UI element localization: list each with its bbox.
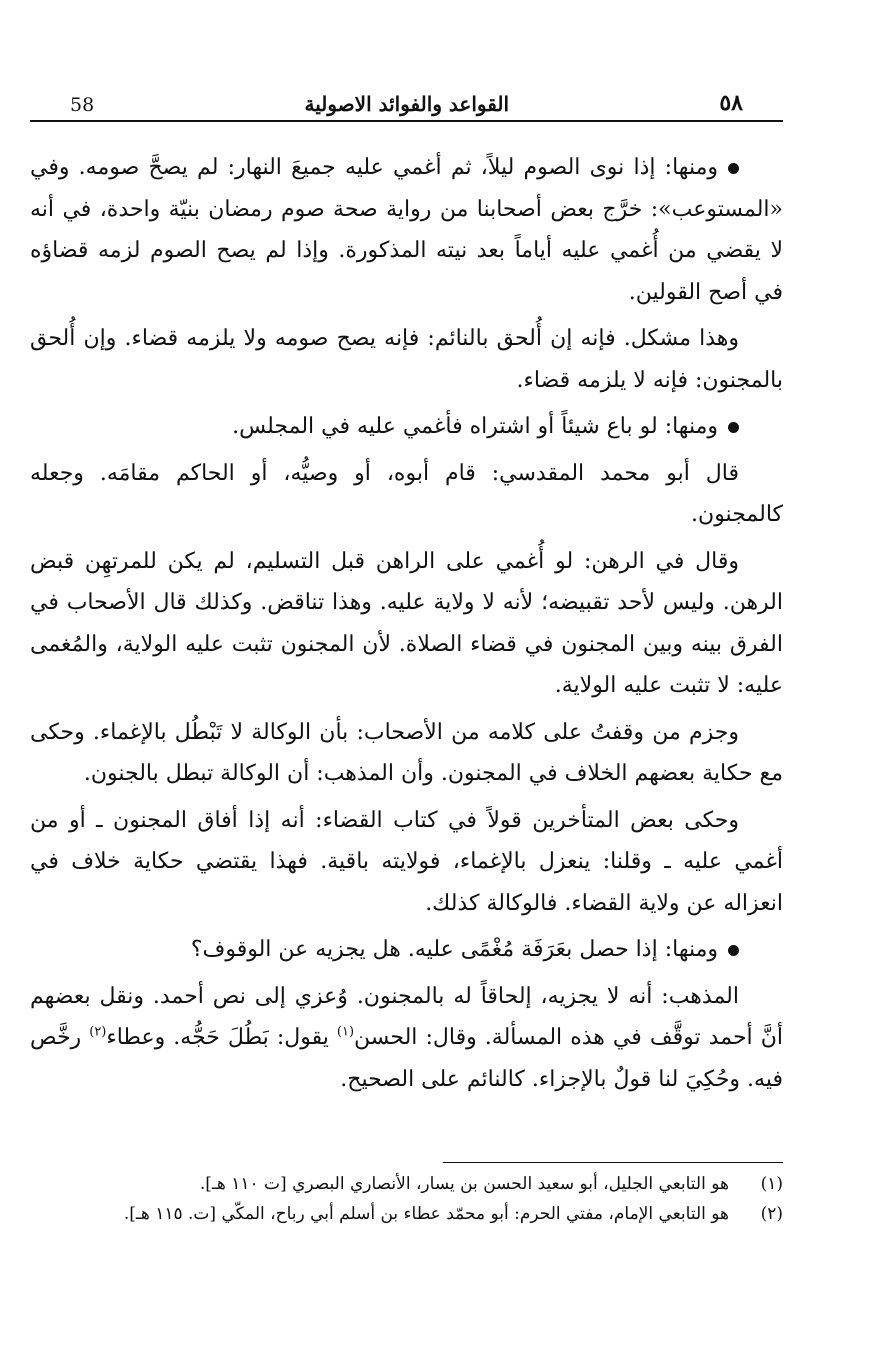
bullet-icon [728,163,739,174]
page-number-arabic: ٥٨ [719,90,743,116]
page-number-latin: 58 [70,94,95,116]
footnote-label: (١) [760,1174,783,1194]
footnote-text: هو التابعي الجليل، أبو سعيد الحسن بن يسار، الأنصاري البصري [ت ١١٠ هـ]. [199,1174,729,1194]
paragraph: ومنها: لو باع شيئاً أو اشتراه فأغمي عليه في المجلس. [30,406,783,448]
paragraph: وحكى بعض المتأخرين قولاً في كتاب القضاء: أنه إذا أفاق المجنون ـ أو من أغمي عليه ـ وقلنا: ينعزل بالإغماء، فولايته باقية. فهذا يقتضي حكاية خلاف في انعزاله عن ولاية القضاء. فالوكالة كذلك. [30,807,783,916]
paragraph: المذهب: أنه لا يجزيه، إلحاقاً له بالمجنون. وُعزي إلى نص أحمد. ونقل بعضهم أنَّ أحمد توقَّف في هذه المسألة. وقال: الحسن$^{(١)}$ يقول: بَطُلَ حَجُّه. وعطاء$^{(٢)}$ رخَّص فيه. وحُكِيَ لنا قولٌ بالإجزاء. كالنائم على الصحيح. [30,983,783,1092]
paragraph: ومنها: إذا نوى الصوم ليلاً، ثم أغمي عليه جميعَ النهار: لم يصحَّ صومه. وفي «المستوعب»: خرَّج بعض أصحابنا من رواية صحة صوم رمضان بنيّة واحدة، في أنه لا يقضي من أُغمي عليه أياماً بعد نيته المذكورة. وإذا لم يصح الصوم لزمه قضاؤه في أصح القولين. [30,155,783,305]
footnotes [30,1162,783,1229]
body-text [30,147,783,1100]
footnote-divider [443,1162,783,1163]
footnote-ref[interactable]: (٢) [89,1024,107,1040]
paragraph: وهذا مشكل. فإنه إن أُلحق بالنائم: فإنه يصح صومه ولا يلزمه قضاء. وإن أُلحق بالمجنون: فإنه لا يلزمه قضاء. [30,326,783,393]
bullet-icon [728,422,739,433]
paragraph: وجزم من وقفتُ على كلامه من الأصحاب: بأن الوكالة لا تَبْطُل بالإغماء. وحكى مع حكاية بعضهم الخلاف في المجنون. وأن المذهب: أن الوكالة تبطل بالجنون. [30,719,783,786]
paragraph: وقال في الرهن: لو أُغمي على الراهن قبل التسليم، لم يكن للمرتهِن قبض الرهن. وليس لأحد تقبيضه؛ لأنه لا ولاية عليه. وهذا تناقض. وكذلك قال الأصحاب في الفرق بينه وبين المجنون في قضاء الصلاة. لأن المجنون تثبت عليه الولاية، والمُغمى عليه: لا تثبت عليه الولاية. [30,548,783,698]
footnote-label: (٢) [760,1204,783,1224]
paragraph: ومنها: إذا حصل بعَرَفَة مُغْمًى عليه. هل يجزيه عن الوقوف؟ [30,929,783,971]
running-title: القواعد والفوائد الاصولية [304,92,510,116]
paragraph: قال أبو محمد المقدسي: قام أبوه، أو وصيُّه، أو الحاكم مقامَه. وجعله كالمجنون. [30,460,783,527]
footnote-ref[interactable]: (١) [336,1024,355,1040]
footnote [30,1199,783,1229]
bullet-icon [728,945,739,956]
footnote [30,1169,783,1199]
footnote-text: هو التابعي الإمام، مفتي الحرم: أبو محمّد عطاء بن أسلم أبي رباح، المكّي [ت. ١١٥ هـ]. [123,1204,729,1224]
page [30,82,783,1105]
page-header [30,82,783,122]
